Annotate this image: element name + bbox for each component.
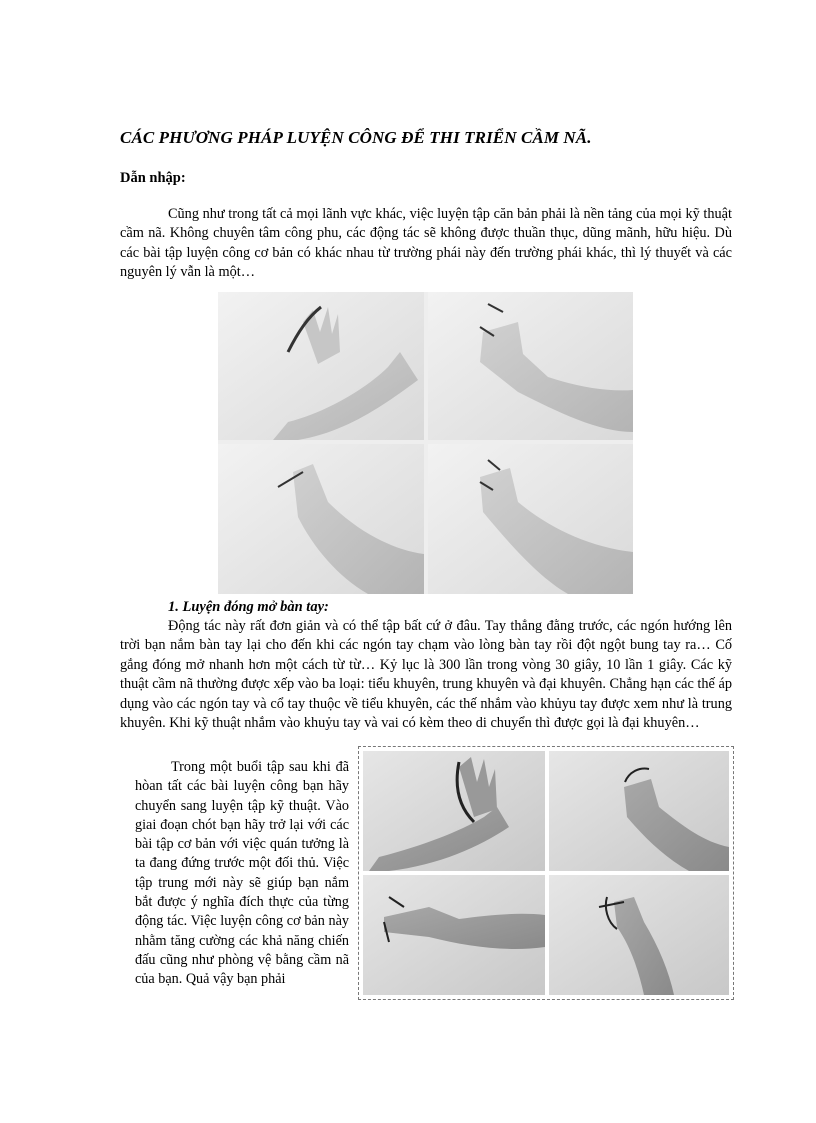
intro-paragraph: Cũng như trong tất cả mọi lãnh vực khác, việc luyện tập căn bản phải là nền tảng của mọi kỹ thuật cầm nã. Không chuyên tâm công phu, các động tác sẽ không được thuần thục, dũng mãnh, hữu hiệu. Dù các bài tập luyện công cơ bản có khác nhau từ trường phái này đến trường phái khác, thì lý thuyết và các nguyên lý vẫn là một… xyxy=(120,206,732,281)
hand-exercise-photo-grid-2 xyxy=(358,746,734,1000)
section-paragraph: Động tác này rất đơn giản và có thể tập bất cứ ở đâu. Tay thẳng đằng trước, các ngón hướng lên trời bạn nắm bàn tay lại cho đến khi các ngón tay chạm vào lòng bàn tay rồi đột ngột bung tay ra… Cố gắng đóng mở nhanh hơn một cách từ từ… Kỷ lục là 300 lần trong vòng 30 giây, 10 lần 1 giây. Các kỹ thuật cầm nã thường được xếp vào ba loại: tiểu khuyên, trung khuyên và đại khuyên. Chẳng hạn các thế áp dụng vào các ngón tay và cổ tay thuộc về tiểu khuyên, các thế nhắm vào khủyu tay được xem như là trung khuyên. Khi kỹ thuật nhắm vào khuỷu tay và vai có kèm theo di chuyển thì được gọi là đại khuyên… xyxy=(120,618,732,732)
hand-exercise-photos-icon xyxy=(218,292,633,594)
intro-heading: Dẫn nhập: xyxy=(120,170,186,186)
hand-exercise-photos-icon xyxy=(359,747,733,999)
page-title: CÁC PHƯƠNG PHÁP LUYỆN CÔNG ĐỂ THI TRIỂN CẦM NÃ. xyxy=(120,128,592,147)
hand-exercise-photo-grid-1 xyxy=(218,292,633,594)
side-paragraph: Trong một buổi tập sau khi đã hòan tất các bài luyện công bạn hãy chuyển sang luyện tập kỹ thuật. Vào giai đoạn chót bạn hãy trở lại với các bài tập cơ bản với việc quán tưởng là ta đang đứng trước một đối thủ. Việc tập trung mới này sẽ giúp bạn nắm bắt được ý nghĩa đích thực của từng động tác. Việc luyện công cơ bản này nhằm tăng cường các khả năng chiến đấu cũng như phòng vệ bằng cầm nã của bạn. Quả vậy bạn phải xyxy=(135,759,349,988)
section-heading: 1. Luyện đóng mở bàn tay: xyxy=(168,599,329,615)
